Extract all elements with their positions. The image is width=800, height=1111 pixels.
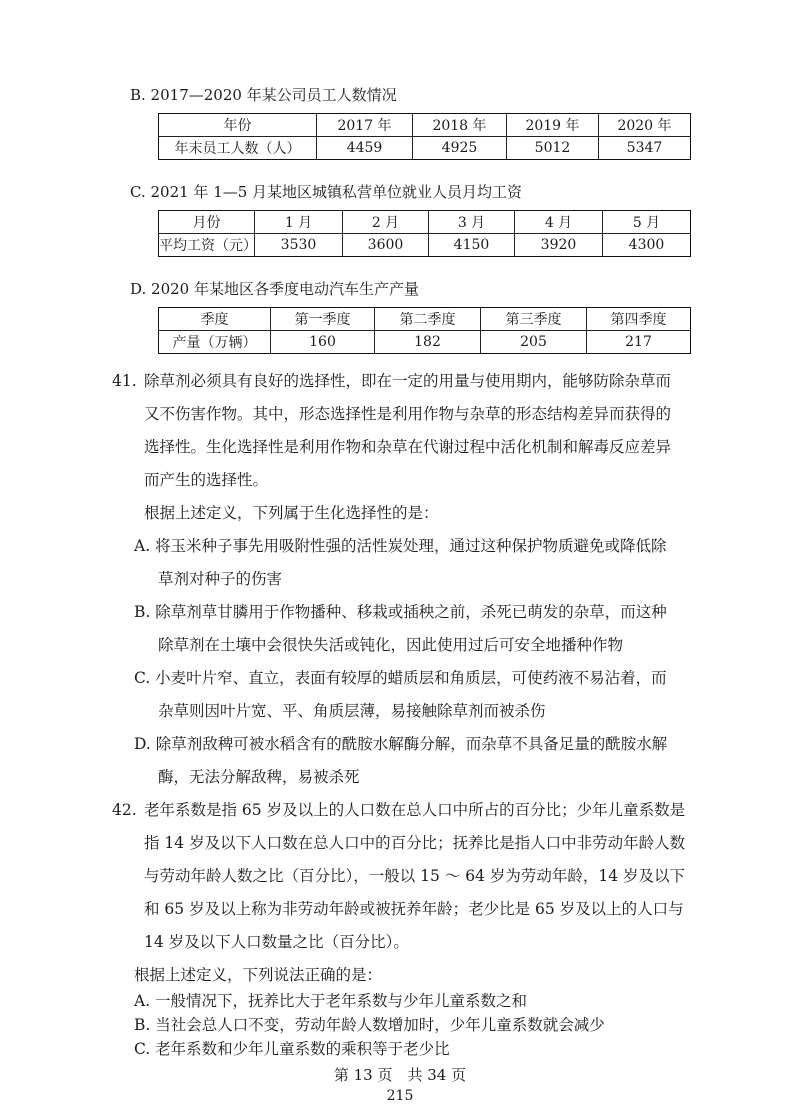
table-cell: 182 [375, 331, 481, 354]
table-cell: 2017 年 [317, 114, 413, 137]
table-row [159, 308, 691, 331]
q41-option-d-cont: 酶，无法分解敌稗，易被杀死 [158, 768, 360, 786]
table-cell: 2019 年 [507, 114, 599, 137]
table-d-caption: D. 2020 年某地区各季度电动汽车生产产量 [130, 280, 419, 298]
table-row [159, 114, 691, 137]
q42-stem-line: 与劳动年龄人数之比（百分比），一般以 15 ～ 64 岁为劳动年龄，14 岁及以下 [144, 867, 686, 885]
table-cell: 3920 [515, 234, 603, 257]
table-cell: 4459 [317, 137, 413, 160]
table-b [158, 113, 691, 160]
q41-option-b[interactable]: B. 除草剂草甘膦用于作物播种、移栽或插秧之前，杀死已萌发的杂草，而这种 [134, 603, 667, 621]
q42-stem-line: 和 65 岁及以上称为非劳动年龄或被抚养年龄；老少比是 65 岁及以上的人口与 [144, 900, 684, 918]
q42-prompt: 根据上述定义，下列说法正确的是： [134, 966, 383, 984]
table-cell: 4925 [413, 137, 507, 160]
table-row [159, 331, 691, 354]
q42-stem-line: 指 14 岁及以下人口数在总人口中的百分比；抚养比是指人口中非劳动年龄人数 [144, 834, 686, 852]
q41-option-c-cont: 杂草则因叶片宽、平、角质层薄，易接触除草剂而被杀伤 [158, 702, 546, 720]
table-cell: 季度 [159, 308, 271, 331]
q42-number: 42. [112, 801, 137, 819]
q41-prompt: 根据上述定义，下列属于生化选择性的是： [144, 504, 439, 522]
table-cell: 年份 [159, 114, 317, 137]
table-cell: 5 月 [603, 211, 691, 234]
q42-option-a[interactable]: A. 一般情况下，抚养比大于老年系数与少年儿童系数之和 [134, 992, 528, 1010]
table-d [158, 307, 691, 354]
page-number: 215 [386, 1088, 414, 1104]
table-cell: 月份 [159, 211, 255, 234]
table-cell: 2020 年 [599, 114, 691, 137]
table-cell: 4150 [429, 234, 515, 257]
q42-option-c[interactable]: C. 老年系数和少年儿童系数的乘积等于老少比 [134, 1040, 450, 1058]
table-cell: 3530 [255, 234, 343, 257]
table-cell: 平均工资（元） [159, 234, 255, 257]
q42-option-b[interactable]: B. 当社会总人口不变，劳动年龄人数增加时，少年儿童系数就会减少 [134, 1016, 605, 1034]
q41-option-a-cont: 草剂对种子的伤害 [158, 570, 283, 588]
q41-stem-text: 除草剂必须具有良好的选择性，即在一定的用量与使用期内，能够防除杂草而 [144, 372, 672, 390]
table-cell: 3600 [343, 234, 429, 257]
table-cell: 第二季度 [375, 308, 481, 331]
q42-stem-line: 14 岁及以下人口数量之比（百分比）。 [144, 933, 409, 951]
q41-option-d[interactable]: D. 除草剂敌稗可被水稻含有的酰胺水解酶分解，而杂草不具备足量的酰胺水解 [134, 735, 668, 753]
q42-stem-line [112, 799, 685, 821]
table-b-caption: B. 2017—2020 年某公司员工人数情况 [130, 86, 397, 104]
table-cell: 5012 [507, 137, 599, 160]
table-cell: 160 [271, 331, 375, 354]
table-cell: 产量（万辆） [159, 331, 271, 354]
q41-stem-line: 选择性。生化选择性是利用作物和杂草在代谢过程中活化机制和解毒反应差异 [144, 438, 672, 456]
table-cell: 2 月 [343, 211, 429, 234]
q42-stem-text: 老年系数是指 65 岁及以上的人口数在总人口中所占的百分比；少年儿童系数是 [144, 801, 686, 819]
q41-number: 41. [112, 372, 137, 390]
table-cell: 1 月 [255, 211, 343, 234]
table-row [159, 234, 691, 257]
q41-stem-line: 而产生的选择性。 [144, 471, 269, 489]
q41-option-b-cont: 除草剂在土壤中会很快失活或钝化，因此使用过后可安全地播种作物 [158, 636, 624, 654]
table-cell: 4 月 [515, 211, 603, 234]
table-row [159, 137, 691, 160]
q41-option-a[interactable]: A. 将玉米种子事先用吸附性强的活性炭处理，通过这种保护物质避免或降低除 [134, 537, 667, 555]
table-cell: 第三季度 [481, 308, 587, 331]
table-c [158, 210, 691, 257]
table-cell: 4300 [603, 234, 691, 257]
table-cell: 第一季度 [271, 308, 375, 331]
table-cell: 2018 年 [413, 114, 507, 137]
table-cell: 第四季度 [587, 308, 691, 331]
q41-stem-line [112, 370, 671, 392]
table-cell: 217 [587, 331, 691, 354]
table-c-caption: C. 2021 年 1—5 月某地区城镇私营单位就业人员月均工资 [130, 183, 523, 201]
table-row [159, 211, 691, 234]
table-cell: 年末员工人数（人） [159, 137, 317, 160]
q41-option-c[interactable]: C. 小麦叶片窄、直立，表面有较厚的蜡质层和角质层，可使药液不易沾着，而 [134, 669, 667, 687]
table-cell: 205 [481, 331, 587, 354]
page-label: 第 13 页 共 34 页 [333, 1066, 467, 1084]
q41-stem-line: 又不伤害作物。其中，形态选择性是利用作物与杂草的形态结构差异而获得的 [144, 405, 672, 423]
table-cell: 5347 [599, 137, 691, 160]
table-cell: 3 月 [429, 211, 515, 234]
